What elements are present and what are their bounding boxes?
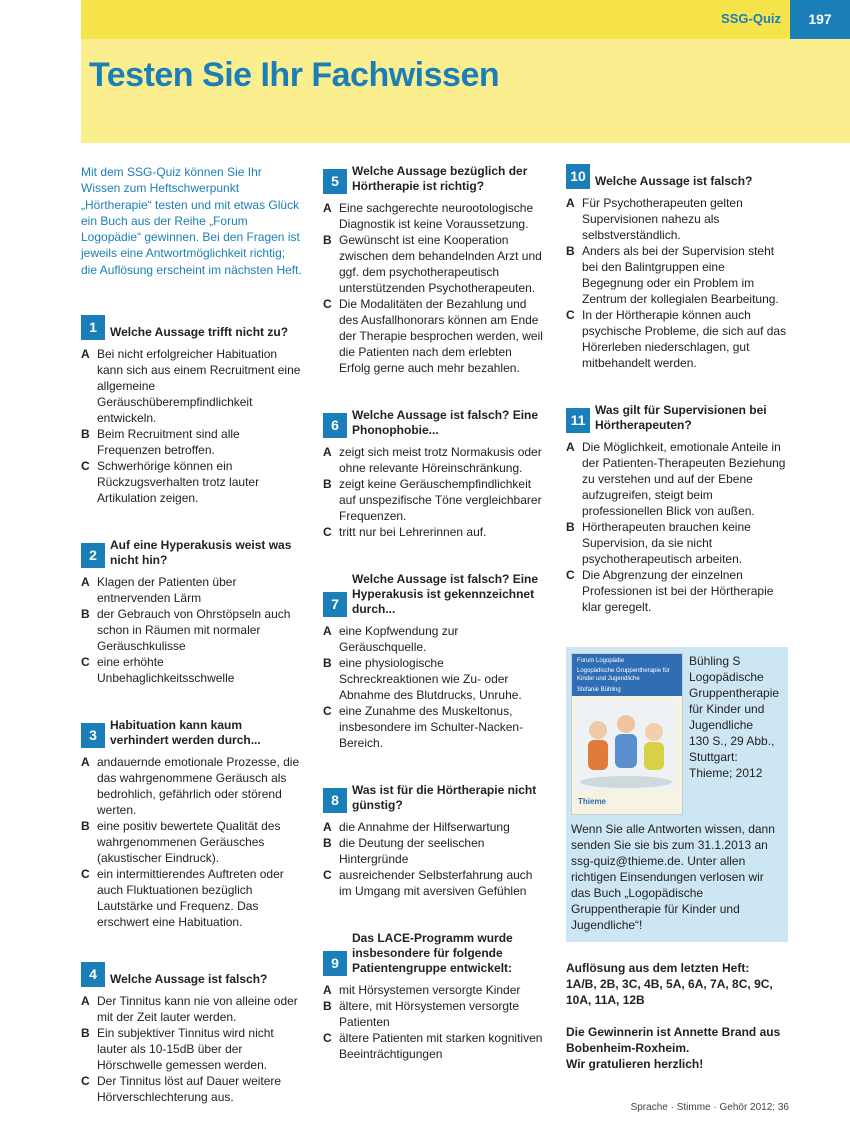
answer-text: eine physiologische Schreckreaktionen wie Zu- oder Abnahme des Blutdrucks, Unruhe. bbox=[339, 656, 522, 702]
answer-letter: A bbox=[81, 347, 90, 362]
answer-option bbox=[323, 476, 545, 524]
question-text: Welche Aussage trifft nicht zu? bbox=[110, 325, 289, 340]
question-number: 11 bbox=[566, 408, 590, 433]
answer-letter: C bbox=[323, 868, 332, 882]
answer-text: zeigt keine Geräuschempfindlichkeit auf unspezifische Töne vergleichbarer Frequenzen. bbox=[339, 477, 542, 523]
cover-illustration bbox=[576, 700, 676, 790]
answer-option bbox=[81, 346, 303, 426]
book-title: Logopädische Gruppentherapie für Kinder und Jugendliche bbox=[689, 670, 780, 732]
question-text: Welche Aussage ist falsch? bbox=[110, 972, 268, 987]
answer-letter: A bbox=[566, 196, 575, 210]
question-4 bbox=[81, 962, 303, 1105]
answer-letter: C bbox=[81, 1074, 90, 1089]
solution-block bbox=[566, 960, 788, 1072]
answer-text: andauernde emotionale Prozesse, die das wahrgenommene Geräusch als bedrohlich, gefährlich oder störend werten. bbox=[97, 755, 300, 818]
answer-text: Ein subjektiver Tinnitus wird nicht lauter als 10-15dB über der Hörschwelle gemessen werden. bbox=[97, 1026, 274, 1073]
answer-text: Der Tinnitus löst auf Dauer weitere Hörverschlechterung aus. bbox=[97, 1074, 282, 1105]
answer-text: Die Abgrenzung der einzelnen Professionen ist bei der Hörtherapie klar geregelt. bbox=[582, 568, 774, 614]
answer-text: eine Zunahme des Muskeltonus, insbesondere im Schulter-Nacken-Bereich. bbox=[339, 704, 524, 750]
question-number: 9 bbox=[323, 951, 347, 976]
question-2 bbox=[81, 538, 303, 686]
cover-series: Forum Logopädie bbox=[577, 658, 625, 664]
answer-option bbox=[81, 754, 303, 818]
cover-title: Logopädische Gruppentherapie für Kinder und Jugendliche bbox=[577, 668, 670, 682]
answer-option bbox=[323, 232, 545, 296]
winner-text: Die Gewinnerin ist Annette Brand aus Bobenheim-Roxheim. bbox=[566, 1025, 781, 1055]
answer-letter: B bbox=[566, 520, 575, 534]
answer-text: Gewünscht ist eine Kooperation zwischen dem behandelnden Arzt und ggf. dem psychotherapeutisch unterstützenden Psychotherapeuten. bbox=[339, 233, 542, 295]
answer-letter: B bbox=[81, 607, 90, 622]
answer-option bbox=[566, 567, 788, 615]
question-text: Habituation kann kaum verhindert werden durch... bbox=[110, 718, 261, 748]
book-author: Bühling S bbox=[689, 654, 741, 668]
page-number: 197 bbox=[790, 0, 850, 39]
book-contest-text: Wenn Sie alle Antworten wissen, dann senden Sie sie bis zum 31.1.2013 an ssg-quiz@thieme.de. Unter allen richtigen Einsendungen verlosen wir das Buch „Logopädische Gruppentherapie für Kinder und Jugendliche“! bbox=[571, 822, 775, 932]
answer-option bbox=[323, 623, 545, 655]
question-text: Welche Aussage ist falsch? Eine Hyperakusis ist gekennzeichnet durch... bbox=[352, 572, 539, 616]
solution-heading: Auflösung aus dem letzten Heft: bbox=[566, 961, 750, 975]
answer-text: ältere Patienten mit starken kognitiven Beeinträchtigungen bbox=[339, 1031, 543, 1061]
question-number: 7 bbox=[323, 592, 347, 617]
answer-letter: B bbox=[323, 836, 332, 850]
answer-letter: C bbox=[323, 297, 332, 311]
answer-text: Eine sachgerechte neurootologische Diagnostik ist keine Voraussetzung. bbox=[339, 201, 534, 231]
answer-text: eine erhöhte Unbehaglichkeitsschwelle bbox=[97, 655, 235, 686]
answer-option bbox=[81, 606, 303, 654]
answer-text: Klagen der Patienten über entnervenden Lärm bbox=[97, 575, 237, 606]
intro-text: Mit dem SSG-Quiz können Sie Ihr Wissen zum Heftschwerpunkt „Hörtherapie“ testen und mit etwas Glück ein Buch aus der Reihe „Forum Logopädie“ gewinnen. Bei den Fragen ist jeweils eine Antwortmöglichkeit richtig; die Auflösung erscheint im nächsten Heft. bbox=[81, 165, 302, 277]
answer-option bbox=[323, 703, 545, 751]
answer-letter: C bbox=[323, 1031, 332, 1045]
answer-text: zeigt sich meist trotz Normakusis oder ohne relevante Höreinschränkung. bbox=[339, 445, 542, 475]
answer-option bbox=[566, 439, 788, 519]
question-number: 5 bbox=[323, 169, 347, 194]
book-details: 130 S., 29 Abb., Stuttgart: Thieme; 2012 bbox=[689, 734, 775, 780]
answer-text: Der Tinnitus kann nie von alleine oder mit der Zeit lauter werden. bbox=[97, 994, 298, 1025]
page-header bbox=[81, 0, 850, 143]
question-6 bbox=[323, 408, 545, 540]
answer-text: Hörtherapeuten brauchen keine Supervision, da sie nicht psychotherapeutisch arbeiten. bbox=[582, 520, 751, 566]
question-number: 6 bbox=[323, 413, 347, 438]
answer-option bbox=[81, 458, 303, 506]
question-number: 8 bbox=[323, 788, 347, 813]
answer-option bbox=[323, 1030, 545, 1062]
answer-letter: B bbox=[323, 233, 332, 247]
book-cover bbox=[571, 653, 683, 815]
answer-letter: B bbox=[566, 244, 575, 258]
answer-text: ausreichender Selbsterfahrung auch im Umgang mit aversiven Gefühlen bbox=[339, 868, 533, 898]
column-middle bbox=[323, 164, 545, 1094]
answer-text: Schwerhörige können ein Rückzugsverhalten trotz lauter Artikulation zeigen. bbox=[97, 459, 260, 506]
answer-text: tritt nur bei Lehrerinnen auf. bbox=[339, 525, 487, 539]
answer-letter: C bbox=[81, 459, 90, 474]
question-5 bbox=[323, 164, 545, 376]
page-footer: Sprache · Stimme · Gehör 2012; 36 bbox=[630, 1102, 789, 1113]
answer-letter: C bbox=[81, 867, 90, 882]
answer-letter: A bbox=[323, 820, 332, 834]
question-number: 10 bbox=[566, 164, 590, 189]
answer-text: Beim Recruitment sind alle Frequenzen betroffen. bbox=[97, 427, 240, 458]
answer-text: In der Hörtherapie können auch psychische Probleme, die sich auf das Hörerleben niederschlagen, gut mitbehandelt werden. bbox=[582, 308, 787, 370]
answer-letter: A bbox=[81, 994, 90, 1009]
answer-option bbox=[81, 574, 303, 606]
answer-text: mit Hörsystemen versorgte Kinder bbox=[339, 983, 521, 997]
question-7 bbox=[323, 572, 545, 751]
column-right bbox=[566, 164, 788, 1072]
answer-option bbox=[323, 200, 545, 232]
answer-option bbox=[81, 426, 303, 458]
answer-option bbox=[323, 444, 545, 476]
answer-option bbox=[81, 866, 303, 930]
answer-option bbox=[81, 1073, 303, 1105]
answer-option bbox=[566, 195, 788, 243]
answer-option bbox=[323, 982, 545, 998]
answer-text: Die Modalitäten der Bezahlung und des Ausfallhonorars können am Ende der Therapie besprochen werden, weil die Patienten nach dem erlebten Erfolg gerne auch mehr bezahlen. bbox=[339, 297, 543, 375]
answer-text: eine Kopfwendung zur Geräuschquelle. bbox=[339, 624, 459, 654]
solution-answers: 1A/B, 2B, 3C, 4B, 5A, 6A, 7A, 8C, 9C, 10A, 11A, 12B bbox=[566, 977, 773, 1007]
question-1 bbox=[81, 315, 303, 506]
answer-letter: C bbox=[566, 568, 575, 582]
question-number: 3 bbox=[81, 723, 105, 748]
answer-option bbox=[323, 524, 545, 540]
answer-option bbox=[81, 654, 303, 686]
answer-text: ein intermittierendes Auftreten oder auch Fluktuationen bezüglich Lautstärke und Frequenz. Das erschwert eine Habituation. bbox=[97, 867, 284, 930]
column-left bbox=[81, 164, 303, 1137]
cover-publisher: Thieme bbox=[578, 797, 607, 806]
answer-letter: A bbox=[81, 755, 90, 770]
answer-text: die Annahme der Hilfserwartung bbox=[339, 820, 510, 834]
answer-letter: C bbox=[323, 525, 332, 539]
page-title: Testen Sie Ihr Fachwissen bbox=[89, 56, 500, 94]
question-9 bbox=[323, 931, 545, 1062]
section-label: SSG-Quiz bbox=[721, 11, 781, 26]
answer-letter: B bbox=[81, 819, 90, 834]
answer-option bbox=[323, 835, 545, 867]
question-text: Welche Aussage bezüglich der Hörtherapie ist richtig? bbox=[352, 164, 528, 193]
answer-letter: A bbox=[323, 624, 332, 638]
answer-letter: C bbox=[566, 308, 575, 322]
question-3 bbox=[81, 718, 303, 930]
answer-letter: B bbox=[81, 427, 90, 442]
question-text: Was gilt für Supervisionen bei Hörtherapeuten? bbox=[595, 403, 767, 432]
answer-option bbox=[323, 998, 545, 1030]
answer-option bbox=[566, 243, 788, 307]
book-box bbox=[566, 647, 788, 942]
answer-letter: A bbox=[566, 440, 575, 454]
answer-text: Für Psychotherapeuten gelten Supervisionen nahezu als selbstverständlich. bbox=[582, 196, 743, 242]
answer-letter: B bbox=[81, 1026, 90, 1041]
question-text: Was ist für die Hörtherapie nicht günstig? bbox=[352, 783, 537, 812]
answer-text: ältere, mit Hörsystemen versorgte Patienten bbox=[339, 999, 520, 1029]
answer-option bbox=[323, 867, 545, 899]
answer-option bbox=[323, 819, 545, 835]
question-number: 1 bbox=[81, 315, 105, 340]
answer-option bbox=[566, 307, 788, 371]
answer-option bbox=[81, 1025, 303, 1073]
answer-text: der Gebrauch von Ohrstöpseln auch schon in Räumen mit normaler Geräuschkulisse bbox=[97, 607, 291, 654]
answer-option bbox=[323, 296, 545, 376]
answer-option bbox=[323, 655, 545, 703]
answer-letter: A bbox=[323, 445, 332, 459]
answer-letter: A bbox=[323, 201, 332, 215]
answer-letter: A bbox=[323, 983, 332, 997]
answer-letter: A bbox=[81, 575, 90, 590]
answer-letter: B bbox=[323, 999, 332, 1013]
cover-author: Stefanie Bühling bbox=[577, 687, 621, 693]
answer-text: Die Möglichkeit, emotionale Anteile in der Patienten-Therapeuten Beziehung zu verstehen und auf der Ebene aufzugreifen, steigt beim professionellen Blick von außen. bbox=[582, 440, 786, 518]
answer-text: die Deutung der seelischen Hintergründe bbox=[339, 836, 485, 866]
answer-letter: B bbox=[323, 656, 332, 670]
answer-letter: C bbox=[81, 655, 90, 670]
congrats-text: Wir gratulieren herzlich! bbox=[566, 1057, 704, 1071]
answer-option bbox=[81, 993, 303, 1025]
question-number: 2 bbox=[81, 543, 105, 568]
question-text: Auf eine Hyperakusis weist was nicht hin? bbox=[110, 538, 292, 568]
question-text: Welche Aussage ist falsch? Eine Phonophobie... bbox=[352, 408, 539, 437]
question-8 bbox=[323, 783, 545, 899]
answer-letter: C bbox=[323, 704, 332, 718]
answer-letter: B bbox=[323, 477, 332, 491]
question-number: 4 bbox=[81, 962, 105, 987]
answer-text: Bei nicht erfolgreicher Habituation kann sich aus einem Recruitment eine allgemeine Geräuschüberempfindlichkeit entwickeln. bbox=[97, 347, 301, 426]
answer-text: Anders als bei der Supervision steht bei den Balintgruppen eine Begegnung oder ein Problem im Zentrum der kollegialen Bearbeitung. bbox=[582, 244, 779, 306]
answer-option bbox=[566, 519, 788, 567]
question-text: Das LACE-Programm wurde insbesondere für folgende Patientengruppe entwickelt: bbox=[352, 931, 513, 975]
answer-text: eine positiv bewertete Qualität des wahrgenommenen Geräusches (akustischer Eindruck). bbox=[97, 819, 281, 866]
answer-option bbox=[81, 818, 303, 866]
question-10 bbox=[566, 164, 788, 371]
question-text: Welche Aussage ist falsch? bbox=[595, 174, 753, 188]
question-11 bbox=[566, 403, 788, 615]
